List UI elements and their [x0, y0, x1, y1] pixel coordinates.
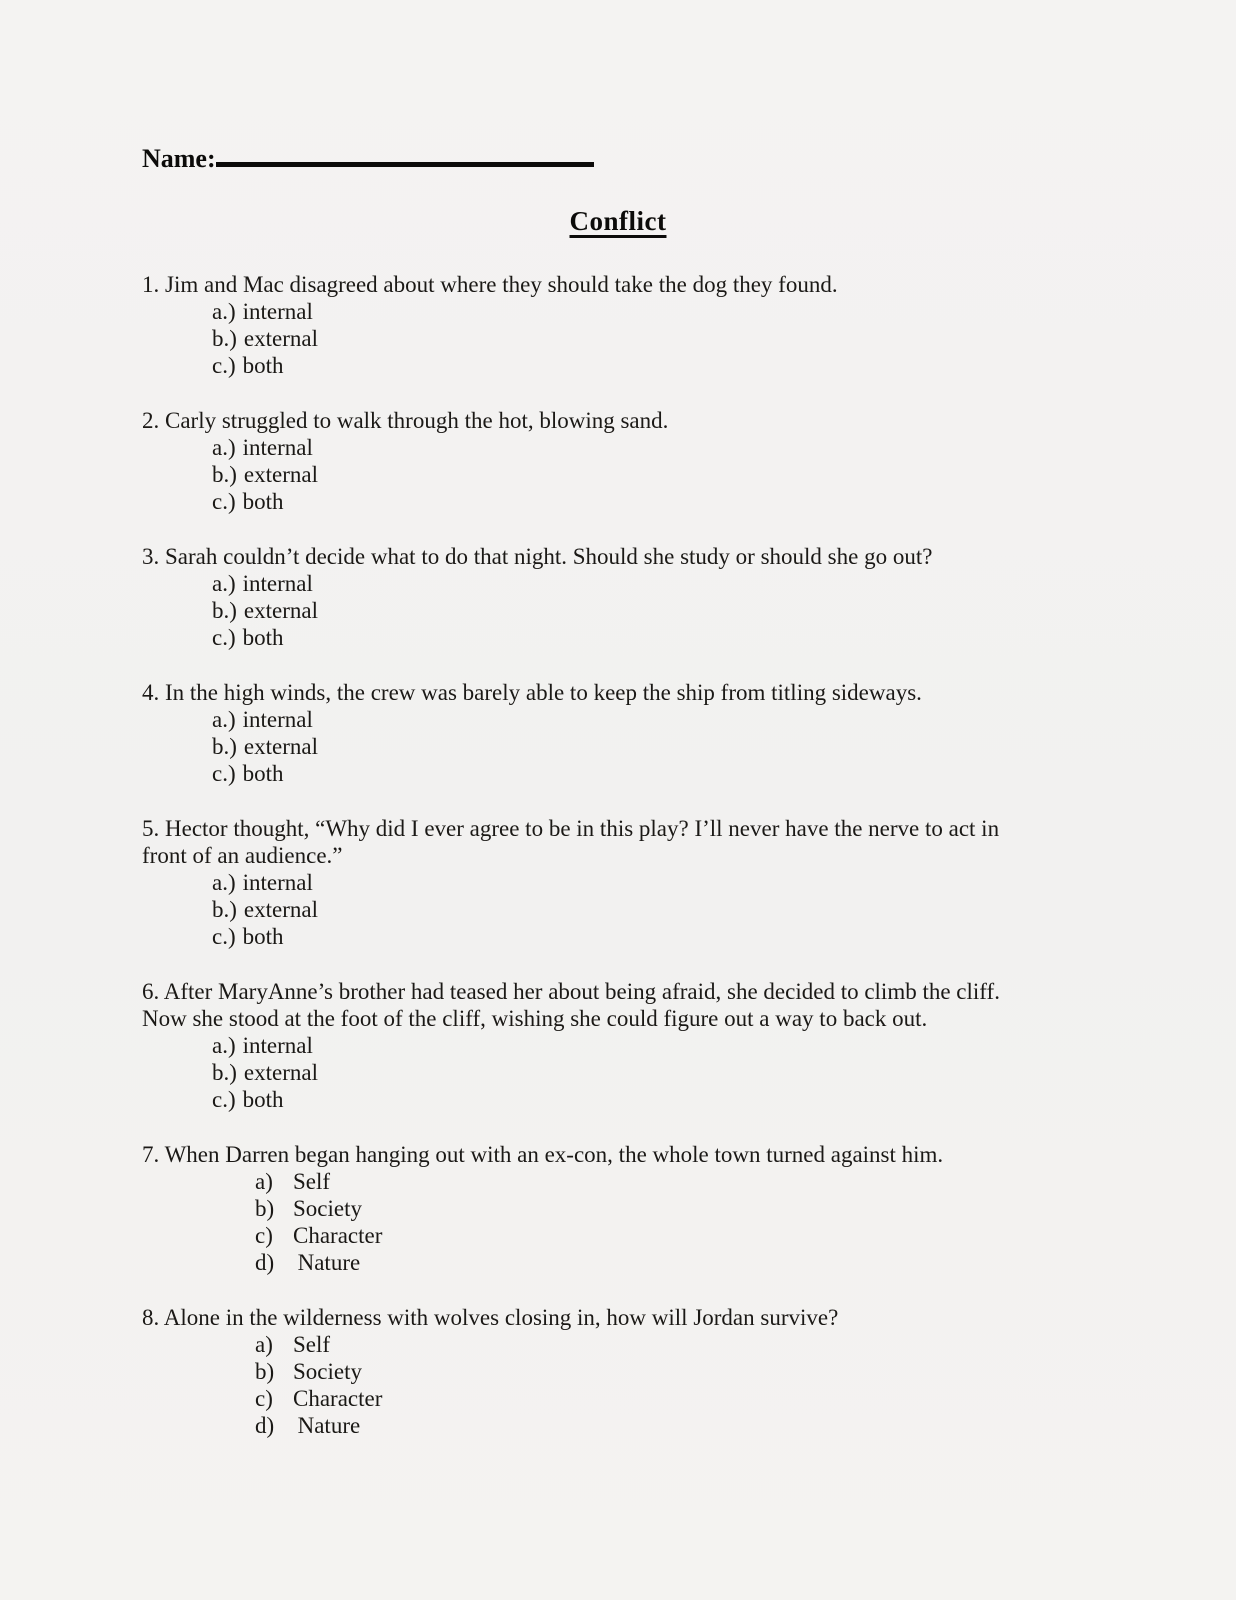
option-letter: a)	[255, 1169, 273, 1194]
option-label: both	[242, 1087, 284, 1112]
options-list	[212, 706, 1047, 787]
question-block	[142, 679, 1047, 787]
option-line	[255, 1412, 1047, 1439]
option-label: both	[242, 353, 284, 378]
option-letter: a.)	[212, 435, 236, 460]
option-line	[212, 760, 1047, 787]
option-label: external	[243, 897, 318, 922]
option-letter: d)	[255, 1413, 275, 1438]
option-letter: c.)	[212, 761, 236, 786]
option-line	[212, 869, 1047, 896]
option-letter: c.)	[212, 924, 236, 949]
option-label: Character	[293, 1223, 383, 1248]
option-label: both	[242, 924, 284, 949]
option-line	[255, 1331, 1047, 1358]
question-stem: 5. Hector thought, “Why did I ever agree to be in this play? I’ll never have the nerve to act in front of an audience.”	[142, 816, 1000, 868]
question-stem: 3. Sarah couldn’t decide what to do that night. Should she study or should she go out?	[142, 544, 933, 569]
option-letter: c.)	[212, 353, 236, 378]
option-line	[212, 1059, 1047, 1086]
option-line	[212, 488, 1047, 515]
options-list	[212, 869, 1047, 950]
option-line	[212, 352, 1047, 379]
name-row	[142, 140, 594, 174]
option-label: Nature	[293, 1413, 361, 1438]
question-stem: 2. Carly struggled to walk through the hot, blowing sand.	[142, 408, 669, 433]
option-label: Self	[293, 1169, 331, 1194]
option-letter: c)	[255, 1223, 273, 1248]
option-line	[212, 624, 1047, 651]
option-line	[255, 1168, 1047, 1195]
option-label: both	[242, 625, 284, 650]
option-letter: b.)	[212, 734, 237, 759]
option-label: both	[242, 761, 284, 786]
option-letter: a.)	[212, 870, 236, 895]
option-label: internal	[242, 870, 313, 895]
option-label: external	[243, 734, 318, 759]
option-letter: d)	[255, 1250, 275, 1275]
option-line	[212, 461, 1047, 488]
option-letter: b)	[255, 1196, 275, 1221]
option-line	[255, 1385, 1047, 1412]
question-block	[142, 1304, 1047, 1439]
option-line	[212, 325, 1047, 352]
question-stem: 1. Jim and Mac disagreed about where they should take the dog they found.	[142, 272, 838, 297]
option-letter: a.)	[212, 1033, 236, 1058]
option-letter: b.)	[212, 462, 237, 487]
option-letter: a.)	[212, 571, 236, 596]
option-line	[255, 1222, 1047, 1249]
options-list	[212, 298, 1047, 379]
questions-list	[142, 271, 1047, 1467]
option-label: Character	[293, 1386, 383, 1411]
question-block	[142, 978, 1047, 1113]
option-line	[212, 597, 1047, 624]
name-label: Name:	[142, 144, 216, 173]
option-line	[212, 733, 1047, 760]
option-line	[212, 706, 1047, 733]
option-line	[212, 896, 1047, 923]
option-line	[212, 1032, 1047, 1059]
option-letter: c.)	[212, 489, 236, 514]
option-label: external	[243, 326, 318, 351]
option-label: Self	[293, 1332, 331, 1357]
option-label: external	[243, 462, 318, 487]
option-line	[212, 923, 1047, 950]
options-list	[255, 1168, 1047, 1276]
option-letter: a)	[255, 1332, 273, 1357]
option-letter: a.)	[212, 707, 236, 732]
option-line	[212, 570, 1047, 597]
option-letter: b.)	[212, 598, 237, 623]
option-letter: b)	[255, 1359, 275, 1384]
option-label: internal	[242, 571, 313, 596]
option-label: internal	[242, 435, 313, 460]
option-label: internal	[242, 707, 313, 732]
option-letter: c.)	[212, 625, 236, 650]
question-block	[142, 271, 1047, 379]
option-label: internal	[242, 1033, 313, 1058]
option-label: Nature	[293, 1250, 361, 1275]
option-label: external	[243, 1060, 318, 1085]
option-letter: b.)	[212, 1060, 237, 1085]
option-letter: a.)	[212, 299, 236, 324]
question-block	[142, 1141, 1047, 1276]
options-list	[212, 570, 1047, 651]
question-block	[142, 407, 1047, 515]
option-line	[255, 1249, 1047, 1276]
question-stem: 8. Alone in the wilderness with wolves closing in, how will Jordan survive?	[142, 1305, 839, 1330]
option-label: Society	[293, 1359, 362, 1384]
option-letter: c)	[255, 1386, 273, 1411]
option-line	[255, 1358, 1047, 1385]
option-label: internal	[242, 299, 313, 324]
option-line	[212, 1086, 1047, 1113]
question-stem: 4. In the high winds, the crew was barely able to keep the ship from titling sideways.	[142, 680, 922, 705]
options-list	[212, 1032, 1047, 1113]
options-list	[212, 434, 1047, 515]
option-line	[212, 434, 1047, 461]
option-label: external	[243, 598, 318, 623]
option-letter: c.)	[212, 1087, 236, 1112]
page-title: Conflict	[569, 206, 667, 236]
option-label: Society	[293, 1196, 362, 1221]
question-stem: 7. When Darren began hanging out with an ex-con, the whole town turned against him.	[142, 1142, 944, 1167]
option-letter: b.)	[212, 326, 237, 351]
title-row	[0, 206, 1236, 237]
option-letter: b.)	[212, 897, 237, 922]
option-line	[255, 1195, 1047, 1222]
question-stem: 6. After MaryAnne’s brother had teased her about being afraid, she decided to climb the cliff. Now she stood at the foot of the cliff, wishing she could figure out a way to back out.	[142, 979, 1000, 1031]
question-block	[142, 543, 1047, 651]
option-line	[212, 298, 1047, 325]
options-list	[255, 1331, 1047, 1439]
option-label: both	[242, 489, 284, 514]
question-block	[142, 815, 1047, 950]
name-blank-line	[216, 140, 594, 167]
